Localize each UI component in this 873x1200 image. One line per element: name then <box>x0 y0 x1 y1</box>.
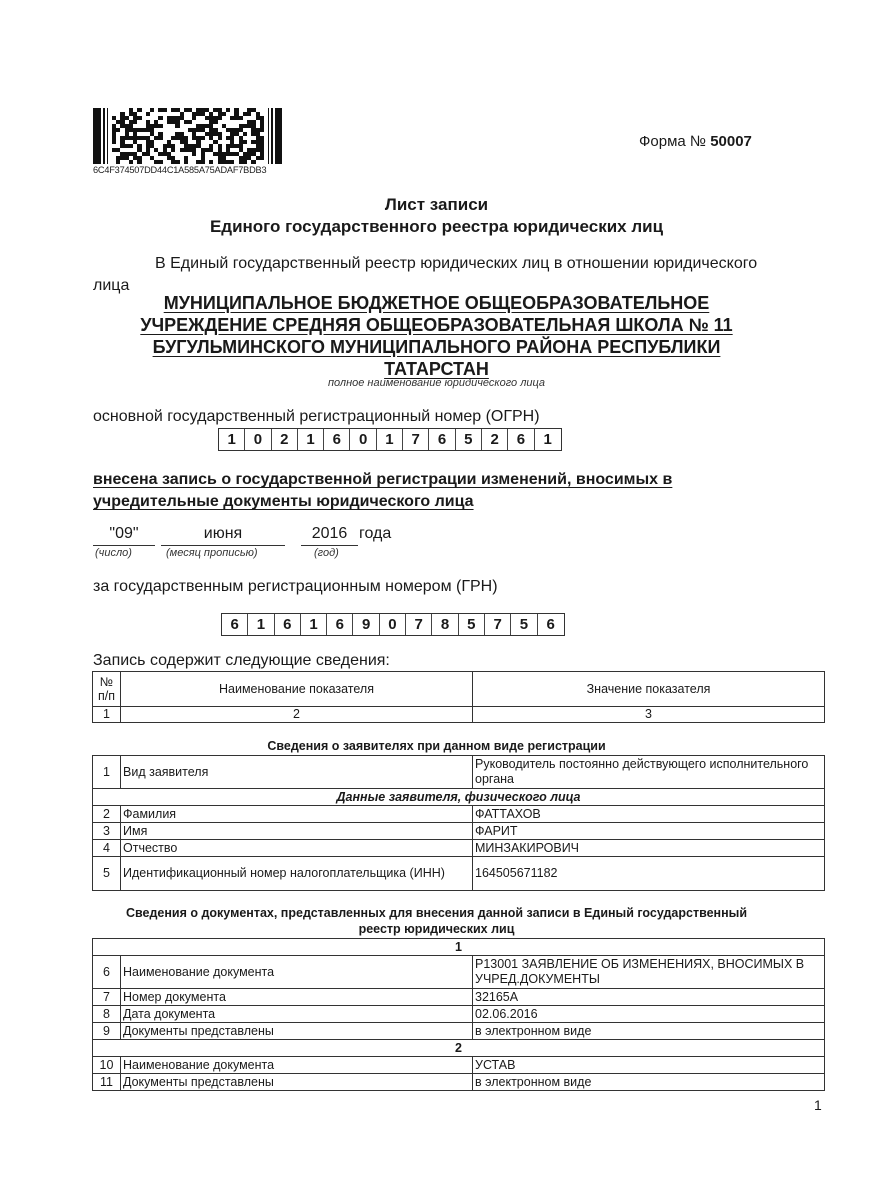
digit-cell: 1 <box>248 614 274 635</box>
document-group-header <box>93 1040 825 1057</box>
digit-cell: 5 <box>459 614 485 635</box>
row-value: 02.06.2016 <box>473 1006 825 1023</box>
row-number: 10 <box>93 1057 121 1074</box>
row-number: 11 <box>93 1074 121 1091</box>
date-year: 2016 <box>301 523 358 546</box>
digit-cell: 6 <box>324 429 350 450</box>
org-name-line: БУГУЛЬМИНСКОГО МУНИЦИПАЛЬНОГО РАЙОНА РЕСПУБЛИКИ <box>152 337 721 357</box>
date-year-suffix: года <box>359 525 392 542</box>
ogrn-digits <box>218 428 562 451</box>
applicants-table <box>92 755 825 891</box>
applicant-subheader: Данные заявителя, физического лица <box>93 789 825 806</box>
doc-subtitle: Единого государственного реестра юридических лиц <box>209 217 664 236</box>
form-label: Форма № <box>639 133 707 150</box>
row-name: Вид заявителя <box>121 756 473 789</box>
index-cell: 1 <box>93 707 121 723</box>
row-number: 6 <box>93 956 121 989</box>
table-row <box>93 756 825 789</box>
contents-label: Запись содержит следующие сведения: <box>93 652 390 669</box>
digit-cell: 9 <box>353 614 379 635</box>
row-number: 1 <box>93 756 121 789</box>
digit-cell: 6 <box>222 614 248 635</box>
row-name: Фамилия <box>121 806 473 823</box>
row-name: Наименование документа <box>121 1057 473 1074</box>
entry-description <box>93 469 773 513</box>
intro-line-1: В Единый государственный реестр юридических лиц в отношении юридического <box>155 255 758 272</box>
entry-line-1: внесена запись о государственной регистрации изменений, вносимых в <box>93 471 673 488</box>
digit-cell: 5 <box>511 614 537 635</box>
digit-cell: 5 <box>456 429 482 450</box>
applicants-section-title: Сведения о заявителях при данном виде регистрации <box>267 739 606 753</box>
grn-label: за государственным регистрационным номером (ГРН) <box>93 578 498 595</box>
digit-cell: 1 <box>543 431 552 448</box>
digit-cell: 6 <box>429 429 455 450</box>
index-cell: 3 <box>473 707 825 723</box>
col-header-value: Значение показателя <box>473 672 825 707</box>
row-value: в электронном виде <box>473 1023 825 1040</box>
digit-cell: 7 <box>406 614 432 635</box>
row-name: Отчество <box>121 840 473 857</box>
row-value: ФАРИТ <box>473 823 825 840</box>
row-name: Документы представлены <box>121 1023 473 1040</box>
digit-cell: 1 <box>377 429 403 450</box>
index-cell: 2 <box>121 707 473 723</box>
date-day-caption: (число) <box>95 547 132 559</box>
date-month: июня <box>161 523 285 546</box>
group-label: 1 <box>93 939 825 956</box>
digit-cell: 7 <box>485 614 511 635</box>
org-name-line: УЧРЕЖДЕНИЕ СРЕДНЯЯ ОБЩЕОБРАЗОВАТЕЛЬНАЯ ШКОЛА № 11 <box>140 315 733 335</box>
row-number: 8 <box>93 1006 121 1023</box>
documents-section-title <box>0 905 873 937</box>
documents-table <box>92 938 825 1091</box>
table-row <box>93 1023 825 1040</box>
table-row <box>93 989 825 1006</box>
digit-cell: 2 <box>482 429 508 450</box>
table-row <box>93 823 825 840</box>
organization-name <box>0 292 873 380</box>
row-value: ФАТТАХОВ <box>473 806 825 823</box>
row-number: 2 <box>93 806 121 823</box>
org-name-caption: полное наименование юридического лица <box>327 377 546 389</box>
row-value: в электронном виде <box>473 1074 825 1091</box>
date-year-caption: (год) <box>314 547 339 559</box>
form-number <box>639 133 752 150</box>
digit-cell: 1 <box>219 429 245 450</box>
row-number: 9 <box>93 1023 121 1040</box>
row-value: МИНЗАКИРОВИЧ <box>473 840 825 857</box>
table-row <box>93 1006 825 1023</box>
table-row <box>93 840 825 857</box>
barcode-code: 6C4F374507DD44C1A585A75ADAF7BDB3 <box>93 165 267 175</box>
barcode <box>93 108 282 164</box>
digit-cell: 1 <box>301 614 327 635</box>
page-number: 1 <box>814 1097 822 1113</box>
row-value: УСТАВ <box>473 1057 825 1074</box>
digit-cell: 6 <box>546 616 555 633</box>
grn-digits <box>221 613 565 636</box>
row-number: 5 <box>93 857 121 891</box>
documents-title-line-2: реестр юридических лиц <box>358 922 515 936</box>
row-number: 4 <box>93 840 121 857</box>
digit-cell: 1 <box>298 429 324 450</box>
row-name: Документы представлены <box>121 1074 473 1091</box>
col-header-number: № п/п <box>93 672 121 707</box>
digit-cell: 0 <box>350 429 376 450</box>
row-name: Имя <box>121 823 473 840</box>
date-month-caption: (месяц прописью) <box>166 547 258 559</box>
doc-title: Лист записи <box>384 195 489 214</box>
digit-cell: 8 <box>432 614 458 635</box>
digit-cell: 2 <box>272 429 298 450</box>
digit-cell: 6 <box>508 429 534 450</box>
digit-cell: 0 <box>245 429 271 450</box>
main-table-header <box>92 671 825 723</box>
group-label: 2 <box>93 1040 825 1057</box>
row-name: Наименование документа <box>121 956 473 989</box>
row-number: 7 <box>93 989 121 1006</box>
digit-cell: 0 <box>380 614 406 635</box>
table-row <box>93 806 825 823</box>
ogrn-label: основной государственный регистрационный номер (ОГРН) <box>93 408 540 425</box>
digit-cell: 7 <box>403 429 429 450</box>
table-row <box>93 1074 825 1091</box>
row-name: Номер документа <box>121 989 473 1006</box>
row-value: 164505671182 <box>473 857 825 891</box>
table-row <box>93 956 825 989</box>
row-value: Р13001 ЗАЯВЛЕНИЕ ОБ ИЗМЕНЕНИЯХ, ВНОСИМЫХ В УЧРЕД.ДОКУМЕНТЫ <box>473 956 825 989</box>
barcode-matrix <box>112 108 264 164</box>
row-number: 3 <box>93 823 121 840</box>
row-value: 32165А <box>473 989 825 1006</box>
table-subheader <box>93 789 825 806</box>
digit-cell: 6 <box>275 614 301 635</box>
row-value: Руководитель постоянно действующего исполнительного органа <box>473 756 825 789</box>
date-day: "09" <box>93 523 155 546</box>
row-name: Идентификационный номер налогоплательщика (ИНН) <box>121 857 473 891</box>
table-row <box>93 1057 825 1074</box>
org-name-line: МУНИЦИПАЛЬНОЕ БЮДЖЕТНОЕ ОБЩЕОБРАЗОВАТЕЛЬНОЕ <box>163 293 710 313</box>
org-name-line: ТАТАРСТАН <box>384 359 489 379</box>
document-group-header <box>93 939 825 956</box>
intro-line-2: лица <box>93 277 130 294</box>
row-name: Дата документа <box>121 1006 473 1023</box>
table-row <box>93 857 825 891</box>
digit-cell: 6 <box>327 614 353 635</box>
form-number-value: 50007 <box>710 133 752 150</box>
documents-title-line-1: Сведения о документах, представленных для внесения данной записи в Единый государственный <box>125 906 748 920</box>
col-header-name: Наименование показателя <box>121 672 473 707</box>
entry-line-2: учредительные документы юридического лица <box>93 493 474 510</box>
